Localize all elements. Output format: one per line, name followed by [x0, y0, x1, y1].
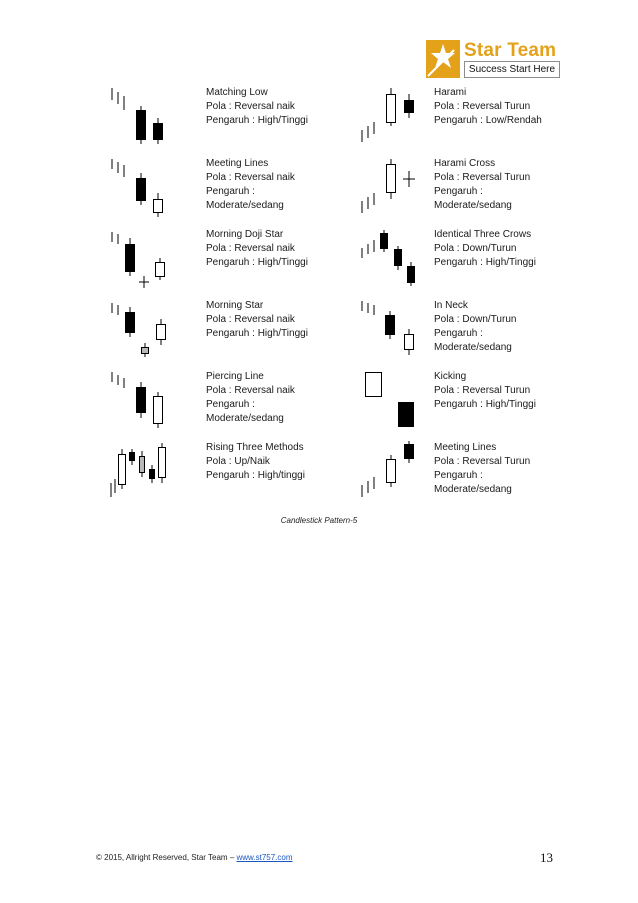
meeting-lines-bearish-chart-icon — [356, 441, 436, 503]
pattern-pola: Pola : Reversal naik — [206, 172, 295, 183]
pattern-title: Morning Doji Star — [206, 229, 284, 240]
pattern-pengaruh: Pengaruh : Low/Rendah — [434, 115, 542, 126]
pattern-title: Matching Low — [206, 87, 268, 98]
pattern-title: Kicking — [434, 371, 467, 382]
pattern-title: Rising Three Methods — [206, 442, 304, 453]
pattern-title: Meeting Lines — [206, 158, 269, 169]
pattern-pola: Pola : Reversal naik — [206, 385, 295, 396]
pattern-pola: Pola : Reversal Turun — [434, 172, 531, 183]
pattern-meeting-lines-bearish — [356, 441, 638, 507]
pattern-title: In Neck — [434, 300, 468, 311]
pattern-pengaruh: Pengaruh : High/Tinggi — [434, 399, 536, 410]
matching-low-chart-icon — [106, 86, 186, 148]
pattern-pengaruh: Pengaruh : High/Tinggi — [206, 257, 308, 268]
pattern-pengaruh: Pengaruh : — [434, 328, 483, 339]
pattern-pengaruh: Pengaruh : High/Tinggi — [206, 115, 308, 126]
harami-chart-icon — [356, 86, 436, 148]
pattern-pengaruh: Pengaruh : High/Tinggi — [206, 328, 308, 339]
star-logo-icon — [424, 38, 462, 80]
pattern-pengaruh: Pengaruh : High/tinggi — [206, 470, 305, 481]
pattern-title: Meeting Lines — [434, 442, 497, 453]
harami-cross-chart-icon — [356, 157, 436, 219]
pattern-title: Identical Three Crows — [434, 229, 532, 240]
pattern-pengaruh: Pengaruh : — [206, 186, 255, 197]
morning-doji-star-chart-icon — [106, 228, 186, 290]
pattern-pola: Pola : Reversal naik — [206, 243, 295, 254]
pattern-pola: Pola : Reversal Turun — [434, 456, 531, 467]
figure-caption: Candlestick Pattern-5 — [280, 516, 358, 525]
pattern-title: Harami — [434, 87, 467, 98]
pattern-pola: Pola : Up/Naik — [206, 456, 270, 467]
rising-three-methods-chart-icon — [106, 441, 186, 503]
pattern-pengaruh-level: Moderate/sedang — [434, 200, 512, 211]
pattern-in-neck — [356, 299, 638, 365]
pattern-identical-three-crows — [356, 228, 638, 294]
star-team-logo — [424, 38, 560, 80]
pattern-title: Morning Star — [206, 300, 264, 311]
pattern-title: Harami Cross — [434, 158, 496, 169]
in-neck-chart-icon — [356, 299, 436, 361]
pattern-pengaruh-level: Moderate/sedang — [434, 342, 512, 353]
pattern-pengaruh: Pengaruh : — [434, 470, 483, 481]
pattern-pengaruh-level: Moderate/sedang — [206, 200, 284, 211]
piercing-line-chart-icon — [106, 370, 186, 432]
pattern-harami-cross — [356, 157, 638, 223]
morning-star-chart-icon — [106, 299, 186, 361]
website-link[interactable]: www.st757.com — [236, 853, 293, 862]
pattern-pola: Pola : Down/Turun — [434, 314, 517, 325]
pattern-pola: Pola : Reversal Turun — [434, 101, 531, 112]
logo-tagline: Success Start Here — [464, 61, 560, 78]
identical-three-crows-chart-icon — [356, 228, 436, 290]
page-number: 13 — [540, 850, 553, 865]
pattern-pola: Pola : Reversal naik — [206, 101, 295, 112]
pattern-pengaruh: Pengaruh : High/Tinggi — [434, 257, 536, 268]
pattern-pola: Pola : Reversal Turun — [434, 385, 531, 396]
pattern-pola: Pola : Reversal naik — [206, 314, 295, 325]
logo-title: Star Team — [464, 40, 557, 61]
pattern-pola: Pola : Down/Turun — [434, 243, 517, 254]
pattern-title: Piercing Line — [206, 371, 264, 382]
meeting-lines-chart-icon — [106, 157, 186, 219]
copyright-text: © 2015, Allright Reserved, Star Team – — [96, 853, 237, 862]
pattern-harami — [356, 86, 638, 152]
pattern-pengaruh-level: Moderate/sedang — [434, 484, 512, 495]
pattern-kicking — [356, 370, 638, 436]
pattern-pengaruh: Pengaruh : — [206, 399, 255, 410]
kicking-chart-icon — [356, 370, 436, 432]
footer-copyright — [96, 853, 293, 862]
pattern-pengaruh: Pengaruh : — [434, 186, 483, 197]
pattern-pengaruh-level: Moderate/sedang — [206, 413, 284, 424]
